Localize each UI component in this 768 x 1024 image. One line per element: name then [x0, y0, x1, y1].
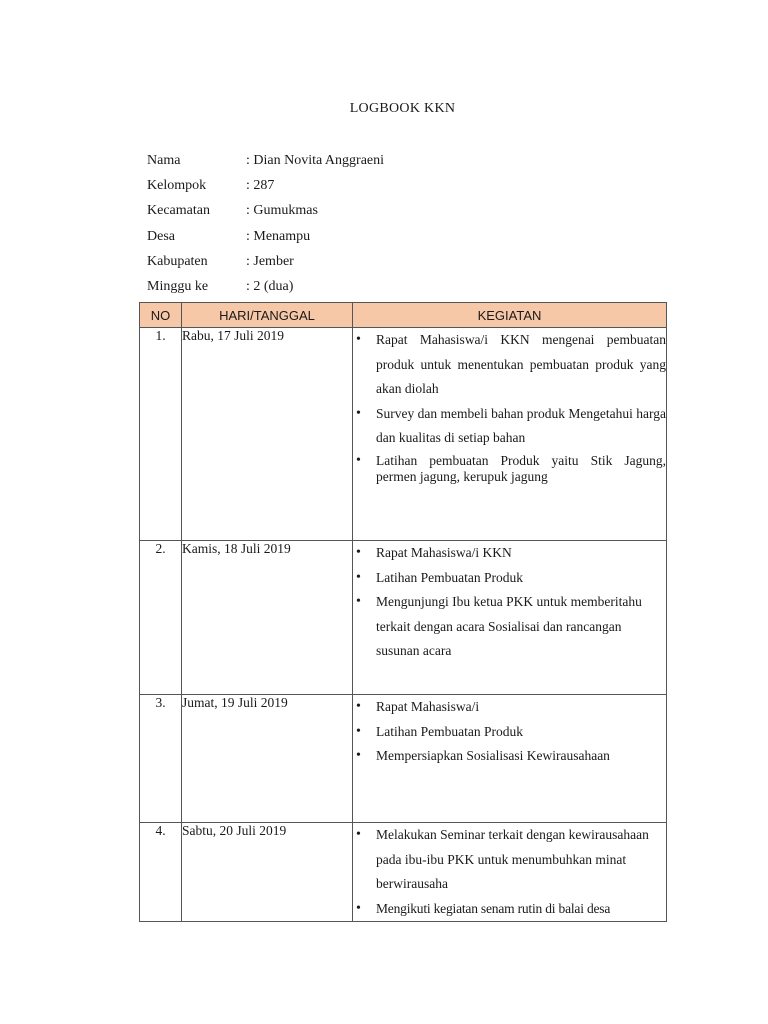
table-row [140, 823, 667, 922]
activity-list [353, 823, 666, 921]
table-row [140, 541, 667, 695]
activity-item [353, 451, 666, 489]
info-row-kelompok [147, 176, 384, 201]
activity-item [353, 590, 666, 664]
activity-text: Latihan Pembuatan Produk [376, 723, 523, 739]
activity-item [353, 566, 666, 591]
bullet-icon: • [356, 900, 361, 916]
activity-text: Latihan Pembuatan Produk [376, 569, 523, 585]
activity-item [353, 402, 666, 451]
info-label: Minggu ke [147, 278, 209, 294]
info-row-nama [147, 151, 384, 176]
logbook-table [139, 302, 667, 922]
activity-list [353, 541, 666, 664]
info-value: : Dian Novita Anggraeni [246, 153, 385, 168]
activity-list [353, 695, 666, 769]
info-label: Kelompok [147, 178, 207, 194]
header-activity: KEGIATAN [353, 303, 667, 328]
table-header-row [140, 303, 667, 328]
info-label: Desa [147, 228, 175, 244]
row-number: 3. [140, 695, 182, 823]
info-label: Kabupaten [147, 253, 208, 269]
activity-text: Mempersiapkan Sosialisasi Kewirausahaan [376, 748, 610, 763]
bullet-icon: • [356, 827, 361, 842]
activity-item [353, 897, 666, 922]
info-row-kecamatan [147, 201, 384, 226]
row-date: Sabtu, 20 Juli 2019 [182, 823, 353, 922]
header-no: NO [140, 303, 182, 328]
row-activities [353, 328, 667, 541]
row-activities [353, 541, 667, 695]
bullet-icon: • [356, 332, 361, 347]
activity-text: Melakukan Seminar terkait dengan kewirausahaan pada ibu-ibu PKK untuk menumbuhkan minat berwirausaha [376, 827, 649, 891]
bullet-icon: • [356, 452, 361, 468]
activity-list [353, 328, 666, 489]
info-value: : 2 (dua) [246, 278, 294, 294]
activity-item [353, 541, 666, 566]
info-row-minggu [147, 277, 384, 302]
info-row-kabupaten [147, 252, 384, 277]
row-number: 1. [140, 328, 182, 541]
activity-item [353, 720, 666, 745]
bullet-icon: • [356, 594, 361, 609]
info-value: : Gumukmas [246, 203, 318, 219]
bullet-icon: • [356, 545, 361, 560]
row-number: 4. [140, 823, 182, 922]
activity-item [353, 328, 666, 402]
info-value: : 287 [246, 178, 275, 194]
header-date: HARI/TANGGAL [182, 303, 353, 328]
bullet-icon: • [356, 405, 361, 421]
activity-text: Rapat Mahasiswa/i KKN [376, 545, 512, 560]
row-date: Rabu, 17 Juli 2019 [182, 328, 353, 541]
info-label: Nama [147, 153, 181, 168]
activity-text: Rapat Mahasiswa/i KKN mengenai pembuatan produk untuk menentukan pembuatan produk yang akan diolah [376, 332, 666, 396]
info-label: Kecamatan [147, 203, 210, 219]
row-activities [353, 823, 667, 922]
row-activities [353, 695, 667, 823]
activity-item [353, 695, 666, 720]
bullet-icon: • [356, 569, 361, 585]
activity-text: Mengunjungi Ibu ketua PKK untuk memberitahu terkait dengan acara Sosialisai dan rancangan susunan acara [376, 594, 642, 658]
activity-item [353, 823, 666, 897]
bullet-icon: • [356, 723, 361, 739]
row-date: Jumat, 19 Juli 2019 [182, 695, 353, 823]
table-row [140, 328, 667, 541]
activity-text: Rapat Mahasiswa/i [376, 699, 480, 714]
document-title: LOGBOOK KKN [349, 101, 456, 116]
activity-text: Survey dan membeli bahan produk Mengetahui harga dan kualitas di setiap bahan [376, 405, 666, 445]
activity-text: Latihan pembuatan Produk yaitu Stik Jagung, permen jagung, kerupuk jagung [376, 452, 666, 484]
info-value: : Menampu [246, 228, 311, 244]
row-number: 2. [140, 541, 182, 695]
activity-item [353, 744, 666, 769]
activity-text: Mengikuti kegiatan senam rutin di balai desa [376, 900, 611, 916]
bullet-icon: • [356, 699, 361, 714]
bullet-icon: • [356, 748, 361, 763]
identity-info [147, 151, 384, 302]
table-row [140, 695, 667, 823]
row-date: Kamis, 18 Juli 2019 [182, 541, 353, 695]
info-row-desa [147, 227, 384, 252]
info-value: : Jember [246, 253, 294, 269]
